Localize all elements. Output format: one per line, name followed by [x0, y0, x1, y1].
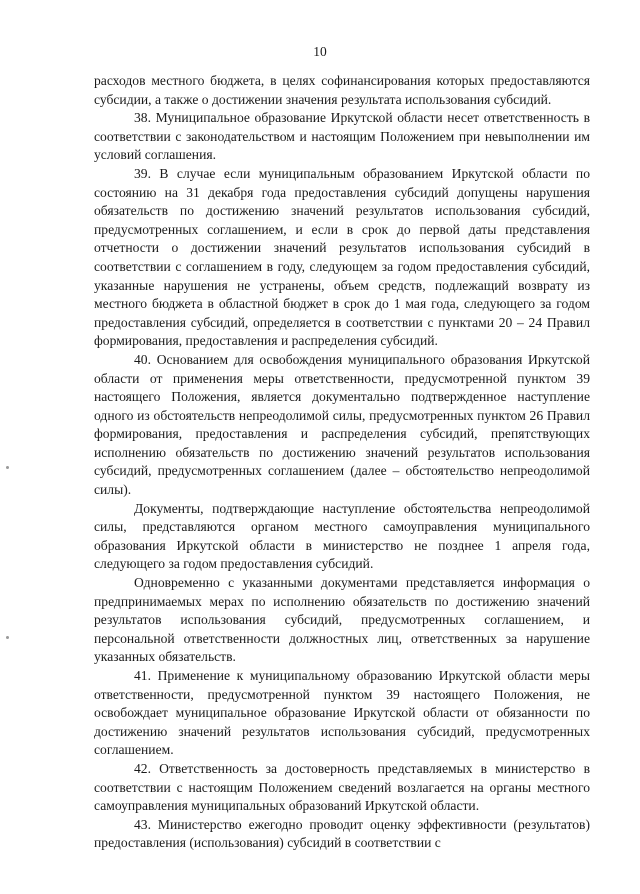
- paragraph-43: 43. Министерство ежегодно проводит оценку эффективности (результатов) предоставления (использования) субсидий в соответствии с: [94, 816, 590, 851]
- paragraph-40: 40. Основанием для освобождения муниципального образования Иркутской области от применения меры ответственности, предусмотренной пунктом 39 настоящего Положения, является документально подтвержденное наступление одного из обстоятельств непреодолимой силы, предусмотренных пунктом 26 Правил формирования, предоставления и распределения субсидий, препятствующих исполнению обязательств по достижению значений результатов использования субсидий, предусмотренных соглашением (далее – обстоятельство непреодолимой силы).: [94, 351, 590, 498]
- scan-speck: [6, 466, 9, 469]
- paragraph-39: 39. В случае если муниципальным образованием Иркутской области по состоянию на 31 декабря года предоставления субсидий допущены нарушения обязательств по достижению значений результатов использования субсидий, предусмотренных соглашением, и если в срок до первой даты представления отчетности о достижении значений результатов использования субсидий в соответствии с соглашением в году, следующем за годом предоставления субсидий, указанные нарушения не устранены, объем средств, подлежащий возврату из местного бюджета в областной бюджет в срок до 1 мая года, следующего за годом предоставления субсидий, определяется в соответствии с пунктами 20 – 24 Правил формирования, предоставления и распределения субсидий.: [94, 165, 590, 349]
- paragraph-40-documents: Документы, подтверждающие наступление обстоятельства непреодолимой силы, представляются органом местного самоуправления муниципального образования Иркутской области в министерство не позднее 1 апреля года, следующего за годом предоставления субсидий.: [94, 500, 590, 572]
- paragraph-41: 41. Применение к муниципальному образованию Иркутской области меры ответственности, предусмотренной пунктом 39 настоящего Положения, не освобождает муниципальное образование Иркутской области от обязанности по достижению значений результатов использования субсидий, предусмотренных соглашением.: [94, 668, 590, 758]
- document-body: [94, 72, 590, 853]
- paragraph-continuation: расходов местного бюджета, в целях софинансирования которых предоставляются субсидии, а также о достижении значения результата использования субсидий.: [94, 73, 590, 107]
- page-number: 10: [313, 44, 327, 59]
- paragraph-38: 38. Муниципальное образование Иркутской области несет ответственность в соответствии с законодательством и настоящим Положением при невыполнении им условий соглашения.: [94, 110, 590, 163]
- paragraph-40-information: Одновременно с указанными документами представляется информация о предпринимаемых мерах по исполнению обязательств по достижению значений результатов использования субсидий, предусмотренных соглашением, и персональной ответственности должностных лиц, ответственных за нарушение указанных обязательств.: [94, 575, 590, 665]
- scan-speck: [6, 636, 9, 639]
- paragraph-42: 42. Ответственность за достоверность представляемых в министерство в соответствии с настоящим Положением сведений возлагается на органы местного самоуправления муниципальных образований Иркутской области.: [94, 760, 590, 814]
